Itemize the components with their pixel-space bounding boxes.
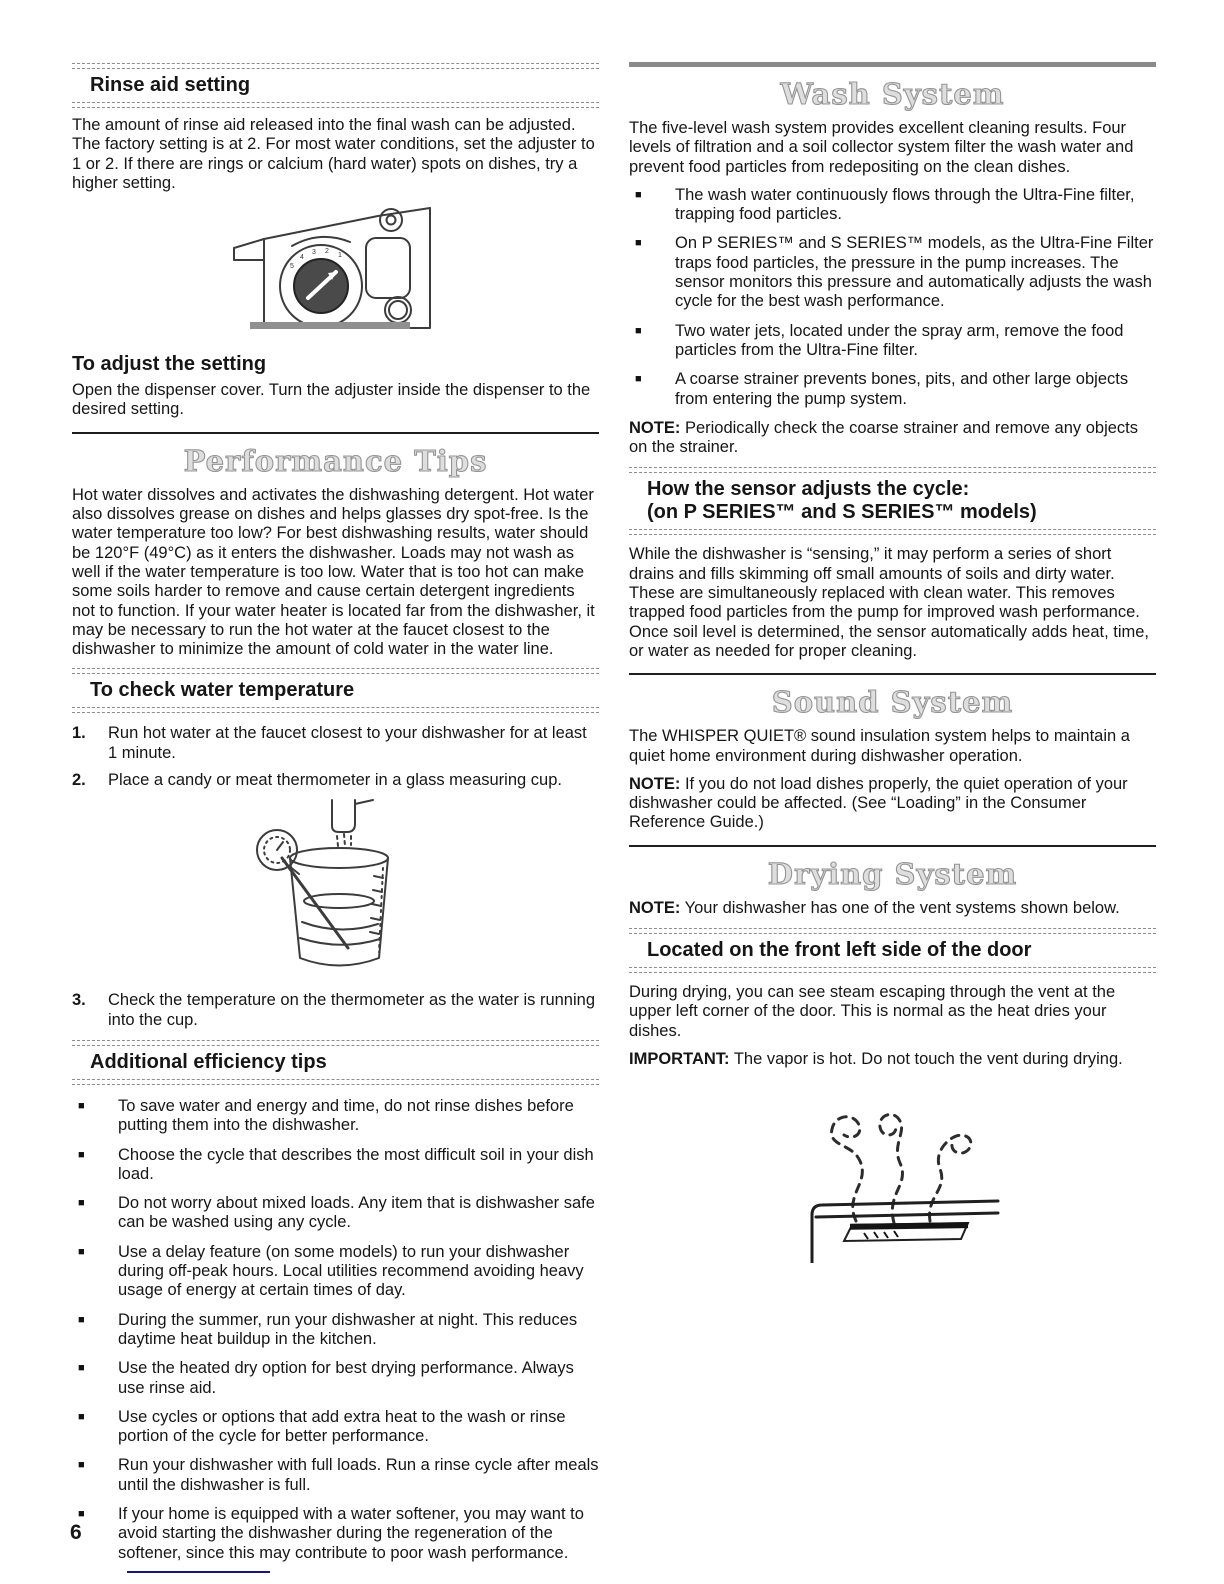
dashed-rule (629, 467, 1156, 473)
numbered-step (72, 724, 599, 763)
dashed-rule (72, 102, 599, 108)
dashed-rule (629, 529, 1156, 535)
subsection-title-check-temp: To check water temperature (90, 679, 355, 702)
page-number: 6 (70, 1521, 82, 1544)
bullet-text: A coarse strainer prevents bones, pits, and other large objects from entering the pump system. (675, 370, 1129, 408)
solid-rule (629, 845, 1156, 847)
list-item (72, 1456, 599, 1495)
performance-body: Hot water dissolves and activates the dishwashing detergent. Hot water also dissolves grease on dishes and helps glasses dry spot-free. Is the water temperature too low? For best dishwashing results, water should be 120°F (49°C) as it enters the dishwasher. Loads may not wash as well if the water temperature is too low. Water that is too hot can make some soils harder to remove and cause certain detergent ingredients not to function. If your water heater is located far from the dishwasher, it may be necessary to run the hot water at the faucet closest to the dishwasher to minimize the amount of cold water in the water line. (72, 485, 595, 659)
square-bullet-icon: ■ (78, 1459, 85, 1472)
note-label: NOTE: (629, 898, 681, 917)
square-bullet-icon: ■ (635, 373, 642, 386)
square-bullet-icon: ■ (635, 324, 642, 337)
list-item (629, 234, 1156, 311)
bullet-text: Choose the cycle that describes the most difficult soil in your dish load. (118, 1145, 594, 1183)
bullet-text: If your home is equipped with a water softener, you may want to avoid starting the dishwasher during the regeneration of the softener, since this may contribute to poor wash performance. (118, 1504, 584, 1562)
note-label: NOTE: (629, 418, 681, 437)
list-item (629, 322, 1156, 361)
section-title-performance-tips: Performance Tips (183, 443, 488, 478)
step-text: Place a candy or meat thermometer in a glass measuring cup. (108, 771, 562, 790)
square-bullet-icon: ■ (78, 1362, 85, 1375)
svg-text:2: 2 (325, 248, 329, 256)
dashed-rule (72, 668, 599, 674)
bullet-text: Two water jets, located under the spray arm, remove the food particles from the Ultra-Fine filter. (675, 321, 1124, 359)
footer-blue-line (127, 1571, 270, 1573)
square-bullet-icon: ■ (635, 237, 642, 250)
drying-important (629, 1050, 1156, 1069)
square-bullet-icon: ■ (635, 188, 642, 201)
list-item (72, 1359, 599, 1398)
measuring-cup-drawing-icon (236, 798, 436, 976)
solid-rule (72, 432, 599, 434)
sound-note (629, 775, 1156, 833)
column-top-bar (629, 62, 1156, 67)
bullet-text: Use the heated dry option for best drying performance. Always use rinse aid. (118, 1359, 574, 1397)
step-number: 1. (72, 724, 86, 743)
list-item (72, 1097, 599, 1136)
square-bullet-icon: ■ (78, 1410, 85, 1423)
list-item (629, 370, 1156, 409)
square-bullet-icon: ■ (78, 1245, 85, 1258)
svg-text:4: 4 (300, 254, 304, 262)
square-bullet-icon: ■ (78, 1507, 85, 1520)
wash-note (629, 419, 1156, 458)
list-item (72, 1146, 599, 1185)
list-item (629, 186, 1156, 225)
square-bullet-icon: ■ (78, 1313, 85, 1326)
square-bullet-icon: ■ (78, 1099, 85, 1112)
bullet-text: Run your dishwasher with full loads. Run a rinse cycle after meals until the dishwasher is full. (118, 1456, 599, 1494)
rinse-aid-dispenser-illustration (72, 202, 599, 339)
note-text: If you do not load dishes properly, the quiet operation of your dishwasher could be affected. (See “Loading” in the Consumer Reference Guide.) (629, 774, 1128, 832)
note-label: NOTE: (629, 774, 681, 793)
section-title-sound-system: Sound System (771, 685, 1014, 720)
important-label: IMPORTANT: (629, 1049, 730, 1068)
dashed-rule (629, 967, 1156, 973)
step-text: Run hot water at the faucet closest to your dishwasher for at least 1 minute. (108, 724, 587, 762)
subsection-title-adjust: To adjust the setting (72, 353, 267, 376)
note-text: Periodically check the coarse strainer and remove any objects on the strainer. (629, 418, 1138, 457)
rinse-aid-body: The amount of rinse aid released into the final wash can be adjusted. The factory setting is at 2. For most water conditions, set the adjuster to 1 or 2. If there are rings or calcium (hard water) spots on dishes, try a higher setting. (72, 116, 595, 192)
bullet-text: The wash water continuously flows through the Ultra-Fine filter, trapping food particles. (675, 185, 1135, 224)
svg-text:1: 1 (338, 252, 342, 260)
svg-text:5: 5 (290, 263, 294, 271)
step-number: 3. (72, 991, 86, 1010)
bullet-text: Use cycles or options that add extra heat to the wash or rinse portion of the cycle for better performance. (118, 1407, 566, 1446)
svg-text:3: 3 (312, 249, 316, 257)
list-item (72, 1311, 599, 1350)
dispenser-drawing-icon (228, 202, 443, 334)
square-bullet-icon: ■ (78, 1197, 85, 1210)
list-item (72, 1408, 599, 1447)
bullet-text: On P SERIES™ and S SERIES™ models, as the Ultra-Fine Filter traps food particles, the pressure in the pump increases. The sensor monitors this pressure and automatically adjusts the wash cycle for the best wash performance. (675, 234, 1154, 311)
dashed-rule (72, 1079, 599, 1085)
dashed-rule (72, 63, 599, 69)
sensor-title-line1: How the sensor adjusts the cycle: (647, 478, 970, 501)
note-text: Your dishwasher has one of the vent systems shown below. (684, 898, 1120, 917)
drying-note (629, 899, 1156, 918)
numbered-step (72, 991, 599, 1030)
section-title-drying-system: Drying System (767, 856, 1018, 891)
left-column (72, 60, 599, 1573)
sensor-title-line2: (on P SERIES™ and S SERIES™ models) (647, 501, 1037, 524)
solid-rule (629, 673, 1156, 675)
right-column (629, 60, 1156, 1573)
bullet-text: Use a delay feature (on some models) to run your dishwasher during off-peak hours. Local utilities recommend avoiding heavy usage of energy at certain times of day. (118, 1242, 584, 1300)
subsection-title-vent-location: Located on the front left side of the door (647, 939, 1032, 962)
dashed-rule (72, 707, 599, 713)
measuring-cup-illustration (72, 798, 599, 981)
step-text: Check the temperature on the thermometer as the water is running into the cup. (108, 991, 595, 1029)
important-text: The vapor is hot. Do not touch the vent during drying. (733, 1049, 1123, 1068)
steam-vent-illustration (629, 1083, 1156, 1268)
dispenser-base-bar (250, 322, 410, 329)
bullet-text: During the summer, run your dishwasher at night. This reduces daytime heat buildup in the kitchen. (118, 1310, 578, 1348)
numbered-step (72, 771, 599, 790)
steam-vent-drawing-icon (778, 1083, 1008, 1263)
step-number: 2. (72, 771, 86, 790)
list-item (72, 1243, 599, 1301)
dashed-rule (72, 1040, 599, 1046)
subsection-title-efficiency: Additional efficiency tips (90, 1050, 327, 1073)
section-title-wash-system: Wash System (780, 77, 1005, 111)
bullet-text: To save water and energy and time, do not rinse dishes before putting them into the dishwasher. (118, 1096, 574, 1135)
drying-body: During drying, you can see steam escaping through the vent at the upper left corner of the door. This is normal as the heat dries your dishes. (629, 983, 1116, 1040)
adjust-body: Open the dispenser cover. Turn the adjuster inside the dispenser to the desired setting. (72, 381, 591, 419)
section-title-rinse-aid: Rinse aid setting (90, 74, 251, 96)
sensor-body: While the dishwasher is “sensing,” it may perform a series of short drains and fills skimming off small amounts of soils and dirty water. These are simultaneously replaced with clean water. This removes trapped food particles from the pump for improved wash performance. Once soil level is determined, the sensor automatically adds heat, time, or water as needed for proper cleaning. (629, 545, 1150, 660)
wash-intro: The five-level wash system provides excellent cleaning results. Four levels of filtration and a soil collector system filter the wash water and prevent food particles from redepositing on the clean dishes. (629, 119, 1134, 176)
sound-body: The WHISPER QUIET® sound insulation system helps to maintain a quiet home environment during dishwasher operation. (629, 727, 1130, 765)
subsection-title-sensor (647, 478, 1156, 524)
list-item (72, 1505, 599, 1563)
dashed-rule (629, 928, 1156, 934)
list-item (72, 1194, 599, 1233)
bullet-text: Do not worry about mixed loads. Any item that is dishwasher safe can be washed using any cycle. (118, 1194, 595, 1232)
square-bullet-icon: ■ (78, 1148, 85, 1161)
